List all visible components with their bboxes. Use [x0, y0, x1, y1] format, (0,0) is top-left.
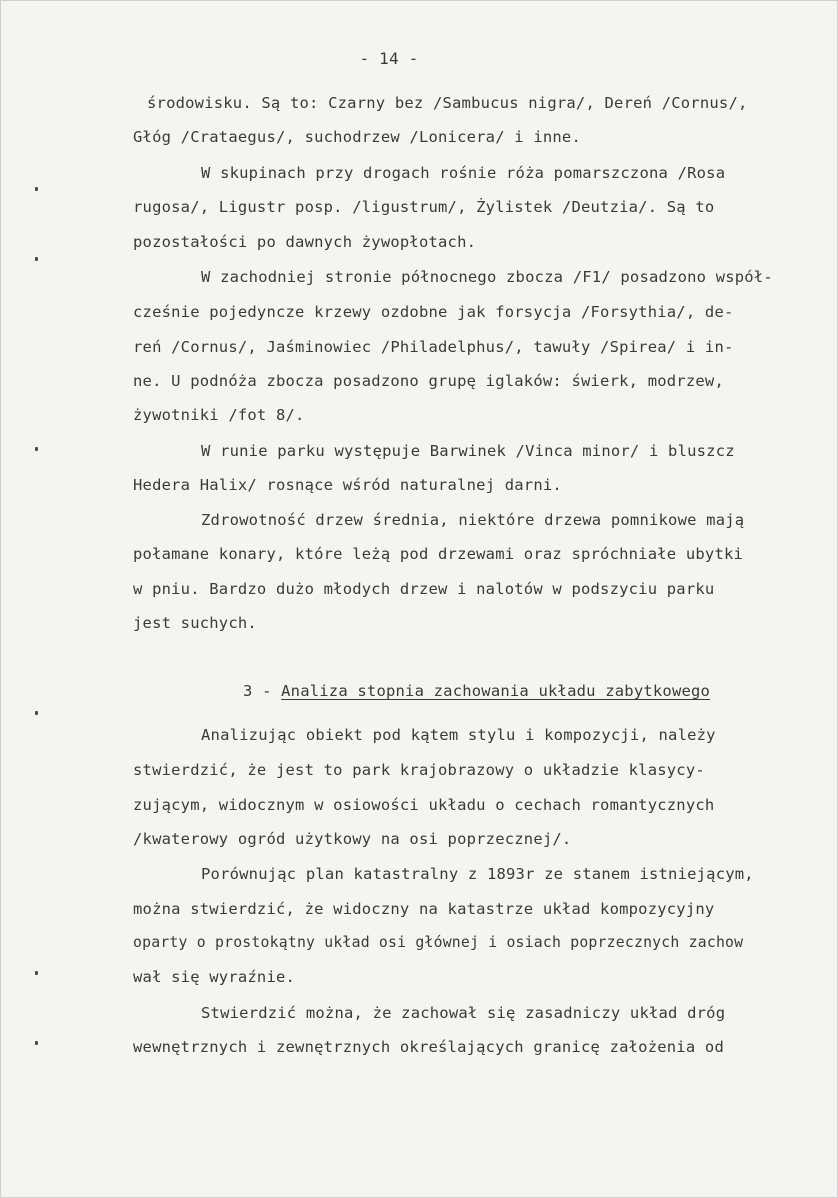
text-line: jest suchych. [133, 614, 257, 632]
binding-hole-mark [35, 257, 38, 261]
text-line: Stwierdzić można, że zachował się zasadniczy układ dróg [201, 1004, 726, 1022]
section-heading-number: 3 - [243, 682, 282, 700]
binding-hole-mark [35, 447, 38, 451]
text-line: rugosa/, Ligustr posp. /ligustrum/, Żylistek /Deutzia/. Są to [133, 198, 715, 216]
text-line: ne. U podnóża zbocza posadzono grupę iglaków: świerk, modrzew, [133, 372, 724, 390]
text-line: środowisku. Są to: Czarny bez /Sambucus nigra/, Dereń /Cornus/, [147, 94, 748, 112]
text-line: W runie parku występuje Barwinek /Vinca minor/ i bluszcz [201, 442, 735, 460]
text-line: Porównując plan katastralny z 1893r ze stanem istniejącym, [201, 865, 754, 883]
text-line: Głóg /Crataegus/, suchodrzew /Lonicera/ i inne. [133, 128, 581, 146]
binding-hole-mark [35, 1041, 38, 1045]
text-line: wał się wyraźnie. [133, 968, 296, 986]
text-line: cześnie pojedyncze krzewy ozdobne jak forsycja /Forsythia/, de- [133, 303, 734, 321]
text-line: Hedera Halix/ rosnące wśród naturalnej darni. [133, 476, 562, 494]
text-line: połamane konary, które leżą pod drzewami oraz spróchniałe ubytki [133, 545, 744, 563]
text-line: Analizując obiekt pod kątem stylu i kompozycji, należy [201, 726, 716, 744]
binding-hole-mark [35, 971, 38, 975]
section-heading-title: Analiza stopnia zachowania układu zabytkowego [281, 682, 711, 700]
text-line: wewnętrznych i zewnętrznych określających granicę założenia od [133, 1038, 724, 1056]
text-line: żywotniki /fot 8/. [133, 406, 305, 424]
text-line: zującym, widocznym w osiowości układu o cechach romantycznych [133, 796, 715, 814]
binding-hole-mark [35, 187, 38, 191]
section-heading [243, 681, 710, 701]
text-line: stwierdzić, że jest to park krajobrazowy o układzie klasycy- [133, 761, 705, 779]
text-line: W zachodniej stronie północnego zbocza /F1/ posadzono współ- [201, 268, 773, 286]
binding-hole-mark [35, 711, 38, 715]
text-line: Zdrowotność drzew średnia, niektóre drzewa pomnikowe mają [201, 511, 745, 529]
text-line: W skupinach przy drogach rośnie róża pomarszczona /Rosa [201, 164, 726, 182]
text-line: pozostałości po dawnych żywopłotach. [133, 233, 477, 251]
page-number: - 14 - [359, 49, 419, 68]
text-line: można stwierdzić, że widoczny na katastrze układ kompozycyjny [133, 900, 715, 918]
text-line: /kwaterowy ogród użytkowy na osi poprzecznej/. [133, 830, 572, 848]
text-line: oparty o prostokątny układ osi głównej i osiach poprzecznych zachow [133, 934, 744, 951]
text-line: w pniu. Bardzo dużo młodych drzew i nalotów w podszyciu parku [133, 580, 715, 598]
text-line: reń /Cornus/, Jaśminowiec /Philadelphus/, tawuły /Spirea/ i in- [133, 338, 734, 356]
